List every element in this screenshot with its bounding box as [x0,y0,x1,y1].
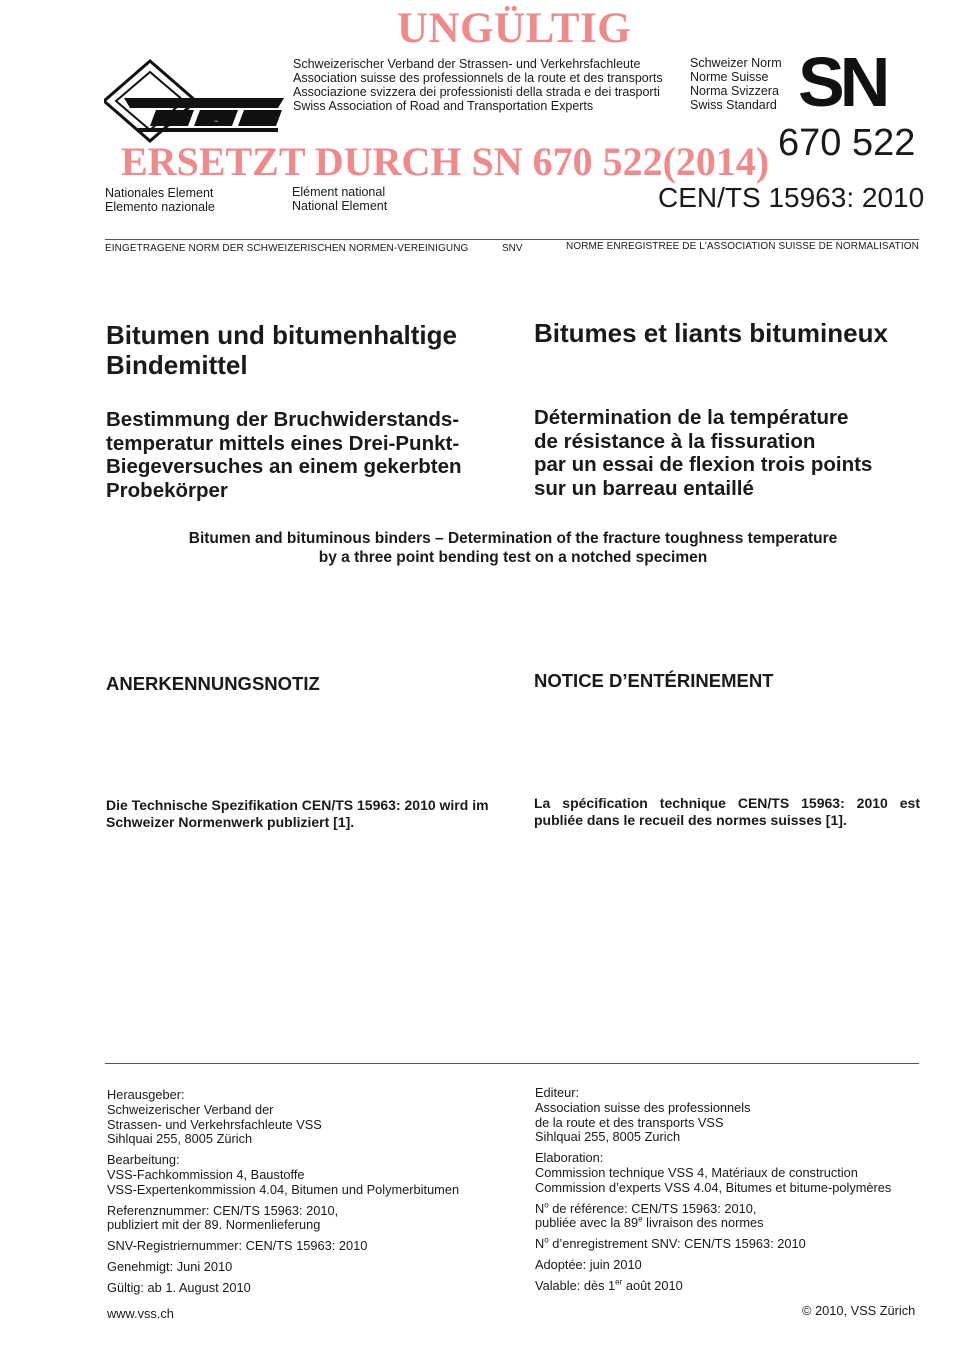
approved-de: Genehmigt: Juni 2010 [107,1258,233,1274]
registry-left: EINGETRAGENE NORM DER SCHWEIZERISCHEN NORMEN-VEREINIGUNG [105,243,469,254]
title-fr-sub-line-4: sur un barreau entaillé [534,476,754,500]
sn-logo: SN [798,43,886,121]
website-link[interactable]: www.vss.ch [107,1306,174,1321]
approved-fr: Adoptée: juin 2010 [535,1256,642,1272]
valid-fr [535,1279,935,1294]
title-en [100,529,926,567]
invalid-stamp: UNGÜLTIG [397,5,632,52]
norm-type-fr: Norme Suisse [690,70,769,84]
title-de-sub-line-2: temperatur mittels eines Drei-Punkt- [106,431,460,455]
publisher-fr-line-2: de la route et des transports VSS [535,1114,724,1130]
association-line-it: Associazione svizzera dei professionisti della strada e dei trasporti [293,85,660,99]
publisher-de-line-1: Schweizerischer Verband der [107,1101,274,1117]
publisher-fr-line-1: Association suisse des professionnels [535,1099,751,1115]
publisher-label-de: Herausgeber: [107,1087,185,1102]
footer-rule [105,1063,919,1064]
element-fr-line-1: Elément national [292,185,386,199]
norm-type-en: Swiss Standard [690,98,777,112]
publisher-label-fr: Editeur: [535,1085,580,1100]
title-de-sub-line-3: Biegeversuches an einem gekerbten [106,455,462,478]
reference-fr-line-2 [535,1216,935,1231]
notice-heading-fr: NOTICE D’ENTÉRINEMENT [534,670,774,691]
notice-text-de: Die Technische Spezifikation CEN/TS 15963: 2010 wird im Schweizer Normenwerk publiziert [1]. [106,797,489,830]
vss-logo-text: VSS [214,121,219,123]
norm-type-it: Norma Svizzera [690,84,779,98]
copyright: © 2010, VSS Zürich [802,1303,916,1318]
element-de [105,186,215,214]
publisher-de-line-3: Sihlquai 255, 8005 Zürich [107,1131,253,1147]
reference-fr-post: de référence: CEN/TS 15963: 2010, [548,1200,757,1216]
header-rule [105,239,919,240]
valid-fr-pre: Valable: dès 1 [535,1277,616,1293]
title-de-main-line-1: Bitumen und bitumenhaltige [106,320,457,350]
element-de-line-1: Nationales Element [105,186,214,200]
replaced-stamp: ERSETZT DURCH SN 670 522(2014) [121,139,770,184]
title-de-sub-line-1: Bestimmung der Bruchwiderstands- [106,408,460,431]
publisher-de-line-2: Strassen- und Verkehrsfachleute VSS [107,1116,322,1132]
editing-de-line-1: VSS-Fachkommission 4, Baustoffe [107,1166,305,1182]
reference-de-line-2: publiziert mit der 89. Normenlieferung [107,1217,321,1233]
title-fr-main-line-1: Bitumes et liants bitumineux [534,318,888,348]
snv-registry-de: SNV-Registriernummer: CEN/TS 15963: 2010 [107,1238,368,1254]
footer-de [107,1088,527,1296]
valid-fr-post: août 2010 [622,1277,683,1293]
valid-de: Gültig: ab 1. August 2010 [107,1279,251,1295]
reference-fr-line2-pre: publiée avec la 89 [535,1215,639,1231]
title-fr-sub-line-2: de résistance à la fissuration [534,429,816,453]
valid-fr-sup: er [615,1277,623,1287]
snv-fr-pre: N [535,1236,545,1252]
editing-fr-line-1: Commission technique VSS 4, Matériaux de construction [535,1164,858,1180]
registry-center: SNV [502,243,523,254]
title-de-main [106,320,526,380]
snv-registry-fr [535,1237,935,1252]
title-en-line-1: Bitumen and bituminous binders – Determination of the fracture toughness temperature [188,530,838,547]
reference-fr-pre: N [535,1200,545,1216]
reference-fr-line2-post: livraison des normes [642,1215,764,1231]
editing-label-de: Bearbeitung: [107,1152,180,1168]
title-fr-sub-line-3: par un essai de flexion trois points [534,453,873,476]
title-de-sub [106,408,526,502]
editing-de-line-2: VSS-Expertenkommission 4.04, Bitumen und Polymerbitumen [107,1181,460,1197]
vss-logo [104,58,288,144]
reference-fr-line2-sup: e [638,1215,643,1225]
association-line-fr: Association suisse des professionnels de la route et des transports [293,71,663,85]
notice-text-fr: La spécification technique CEN/TS 15963: 2010 est publiée dans le recueil des normes suisses [1]. [534,795,920,828]
editing-label-fr: Elaboration: [535,1150,604,1166]
association-line-en: Swiss Association of Road and Transportation Experts [293,99,594,113]
snv-fr-sup: o [544,1235,549,1245]
editing-fr-line-2: Commission d’experts VSS 4.04, Bitumes et bitume-polymères [535,1179,892,1195]
norm-type [690,56,782,112]
snv-fr-post: d’enregistrement SNV: CEN/TS 15963: 2010 [548,1236,806,1252]
title-fr-sub [534,406,934,500]
registry-right: NORME ENREGISTREE DE L'ASSOCIATION SUISSE DE NORMALISATION [566,241,919,252]
norm-number: 670 522 [778,122,916,164]
title-de-main-line-2: Bindemittel [106,350,248,380]
association-names [293,57,663,113]
notice-heading-de: ANERKENNUNGSNOTIZ [106,673,320,694]
title-fr-main [534,318,934,348]
element-fr [292,185,387,213]
reference-de-line-1: Referenznummer: CEN/TS 15963: 2010, [107,1202,339,1218]
publisher-fr-line-3: Sihlquai 255, 8005 Zurich [535,1129,681,1145]
norm-type-de: Schweizer Norm [690,56,782,70]
association-line-de: Schweizerischer Verband der Strassen- und Verkehrsfachleute [293,57,641,71]
element-fr-line-2: National Element [292,199,388,213]
title-fr-sub-line-1: Détermination de la température [534,406,849,429]
footer-fr [535,1086,935,1294]
title-de-sub-line-4: Probekörper [106,478,228,502]
cen-ts-number: CEN/TS 15963: 2010 [658,182,925,213]
title-en-line-2: by a three point bending test on a notched specimen [318,549,708,566]
reference-fr-sup: o [544,1200,549,1210]
element-de-line-2: Elemento nazionale [105,200,215,214]
